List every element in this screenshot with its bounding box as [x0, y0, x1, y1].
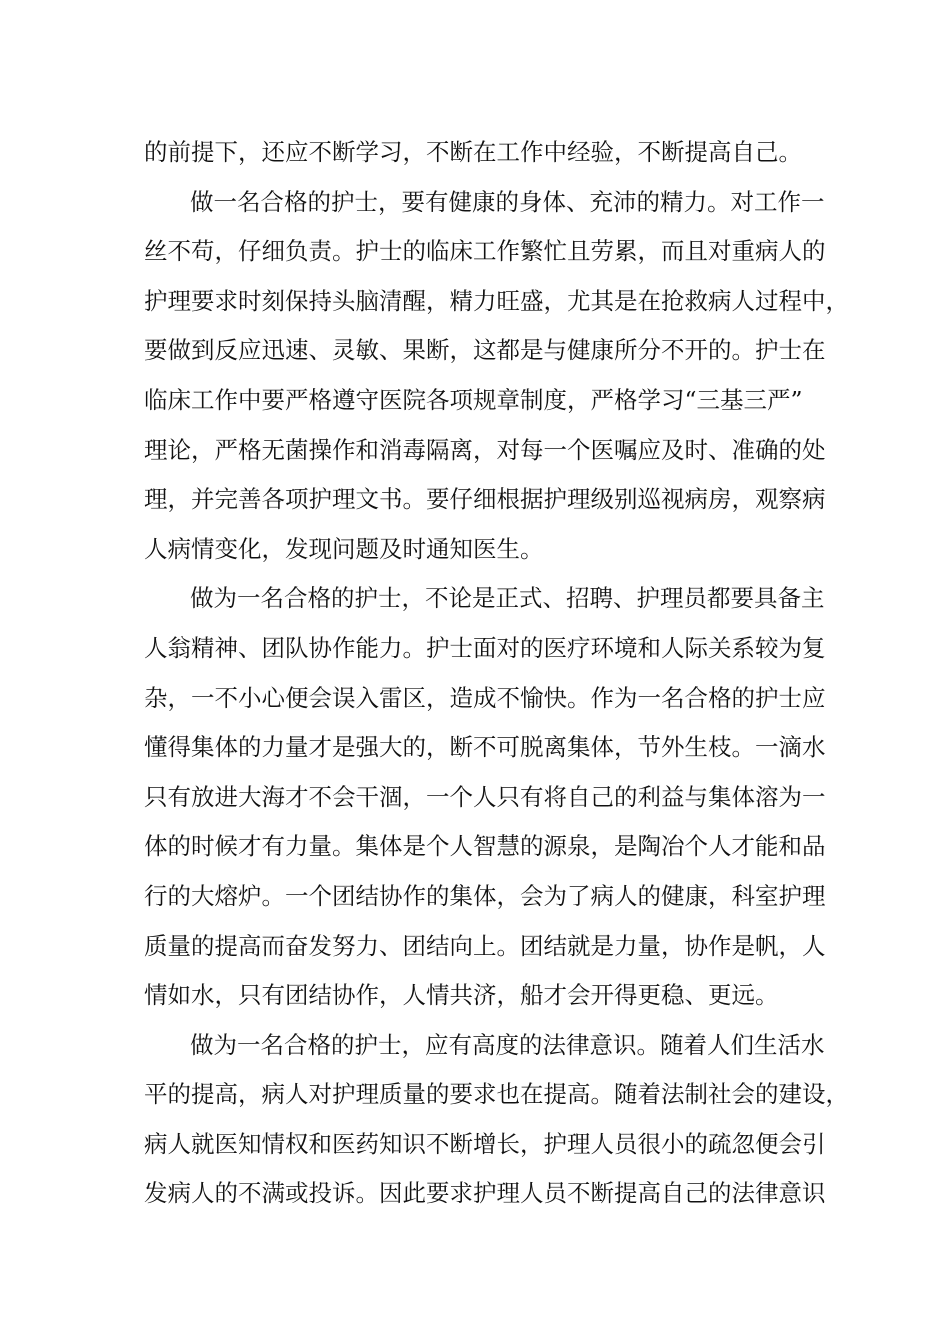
text-line: 做为一名合格的护士，应有高度的法律意识。随着人们生活水 — [190, 1030, 825, 1059]
text-line: 发病人的不满或投诉。因此要求护理人员不断提高自己的法律意识 — [144, 1179, 826, 1208]
document-body — [144, 128, 849, 1219]
text-line: 做一名合格的护士，要有健康的身体、充沛的精力。对工作一 — [190, 187, 825, 216]
text-line: 人病情变化，发现问题及时通知医生。 — [144, 534, 544, 563]
text-line: 要做到反应迅速、灵敏、果断，这都是与健康所分不开的。护士在 — [144, 336, 826, 365]
text-line: 理，并完善各项护理文书。要仔细根据护理级别巡视病房，观察病 — [144, 485, 826, 514]
text-line: 丝不苟，仔细负责。护士的临床工作繁忙且劳累，而且对重病人的 — [144, 237, 826, 266]
text-line: 质量的提高而奋发努力、团结向上。团结就是力量，协作是帆，人 — [144, 931, 826, 960]
text-line: 只有放进大海才不会干涸，一个人只有将自己的利益与集体溶为一 — [144, 782, 826, 811]
text-line: 体的时候才有力量。集体是个人智慧的源泉，是陶冶个人才能和品 — [144, 832, 826, 861]
text-line: 病人就医知情权和医药知识不断增长，护理人员很小的疏忽便会引 — [144, 1129, 826, 1158]
text-line: 临床工作中要严格遵守医院各项规章制度，严格学习“三基三严” — [144, 385, 803, 414]
text-line: 人翁精神、团队协作能力。护士面对的医疗环境和人际关系较为复 — [144, 633, 826, 662]
text-line: 做为一名合格的护士，不论是正式、招聘、护理员都要具备主 — [190, 584, 825, 613]
text-line: 懂得集体的力量才是强大的，断不可脱离集体，节外生枝。一滴水 — [144, 733, 826, 762]
text-line: 平的提高，病人对护理质量的要求也在提高。随着法制社会的建设， — [144, 1080, 849, 1109]
text-line: 理论，严格无菌操作和消毒隔离，对每一个医嘱应及时、准确的处 — [144, 435, 826, 464]
text-line: 护理要求时刻保持头脑清醒，精力旺盛，尤其是在抢救病人过程中， — [144, 286, 849, 315]
text-line: 行的大熔炉。一个团结协作的集体，会为了病人的健康，科室护理 — [144, 881, 826, 910]
text-line: 杂，一不小心便会误入雷区，造成不愉快。作为一名合格的护士应 — [144, 683, 826, 712]
text-line: 的前提下，还应不断学习，不断在工作中经验，不断提高自己。 — [144, 138, 802, 166]
text-line: 情如水，只有团结协作，人情共济，船才会开得更稳、更远。 — [144, 981, 779, 1010]
